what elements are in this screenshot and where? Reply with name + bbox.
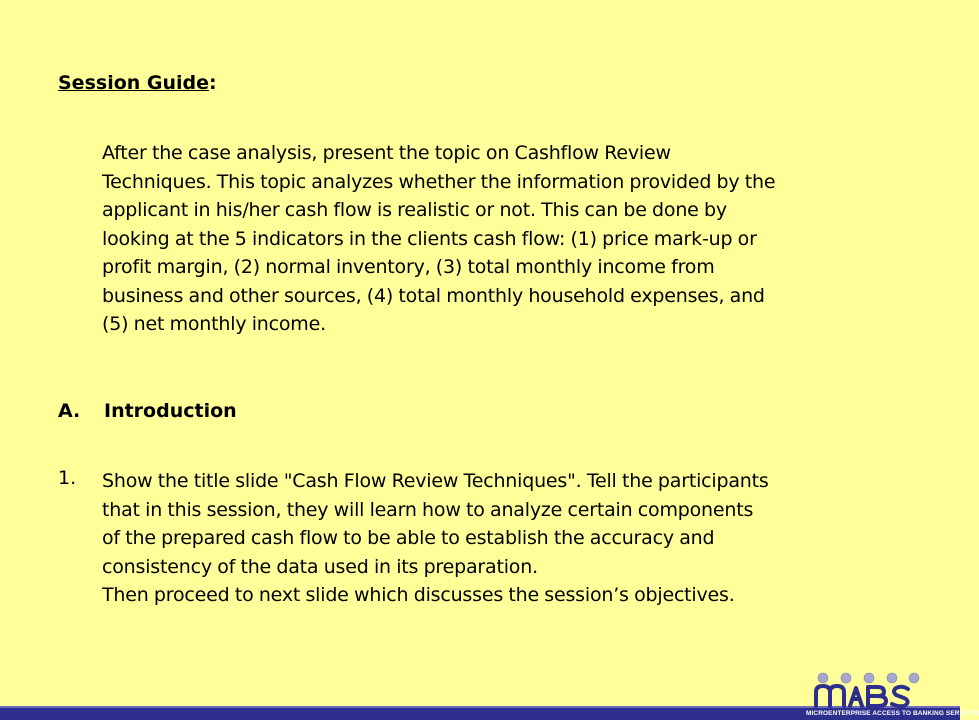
page-title [58, 72, 217, 94]
intro-line: Techniques. This topic analyzes whether the information provided by the [102, 170, 776, 193]
intro-paragraph [102, 139, 892, 339]
item-paragraph [102, 467, 892, 610]
intro-line: looking at the 5 indicators in the clients cash flow: (1) price mark-up or [102, 227, 757, 250]
item-number: 1. [58, 467, 77, 489]
item-line: consistency of the data used in its preparation. [102, 555, 538, 578]
intro-line: applicant in his/her cash flow is realistic or not. This can be done by [102, 199, 727, 221]
logo-caption: MICROENTERPRISE ACCESS TO BANKING SERVICES [806, 708, 956, 720]
item-line: that in this session, they will learn how to analyze certain components [102, 498, 754, 521]
intro-line: profit margin, (2) normal inventory, (3) total monthly income from [102, 256, 715, 278]
mabs-logo [806, 668, 979, 720]
mabs-logo-icon [806, 668, 956, 708]
section-label: A. [58, 400, 81, 422]
item-line: of the prepared cash flow to be able to establish the accuracy and [102, 527, 715, 549]
item-line: Show the title slide "Cash Flow Review Techniques". Tell the participants [102, 470, 769, 492]
intro-line: business and other sources, (4) total monthly household expenses, and [102, 284, 765, 307]
intro-line: After the case analysis, present the topic on Cashflow Review [102, 142, 671, 164]
section-title: Introduction [104, 400, 237, 422]
item-line: Then proceed to next slide which discusses the session’s objectives. [102, 584, 735, 606]
session-guide-colon: : [209, 72, 217, 94]
session-guide-title: Session Guide [58, 72, 210, 94]
intro-line: (5) net monthly income. [102, 313, 326, 335]
